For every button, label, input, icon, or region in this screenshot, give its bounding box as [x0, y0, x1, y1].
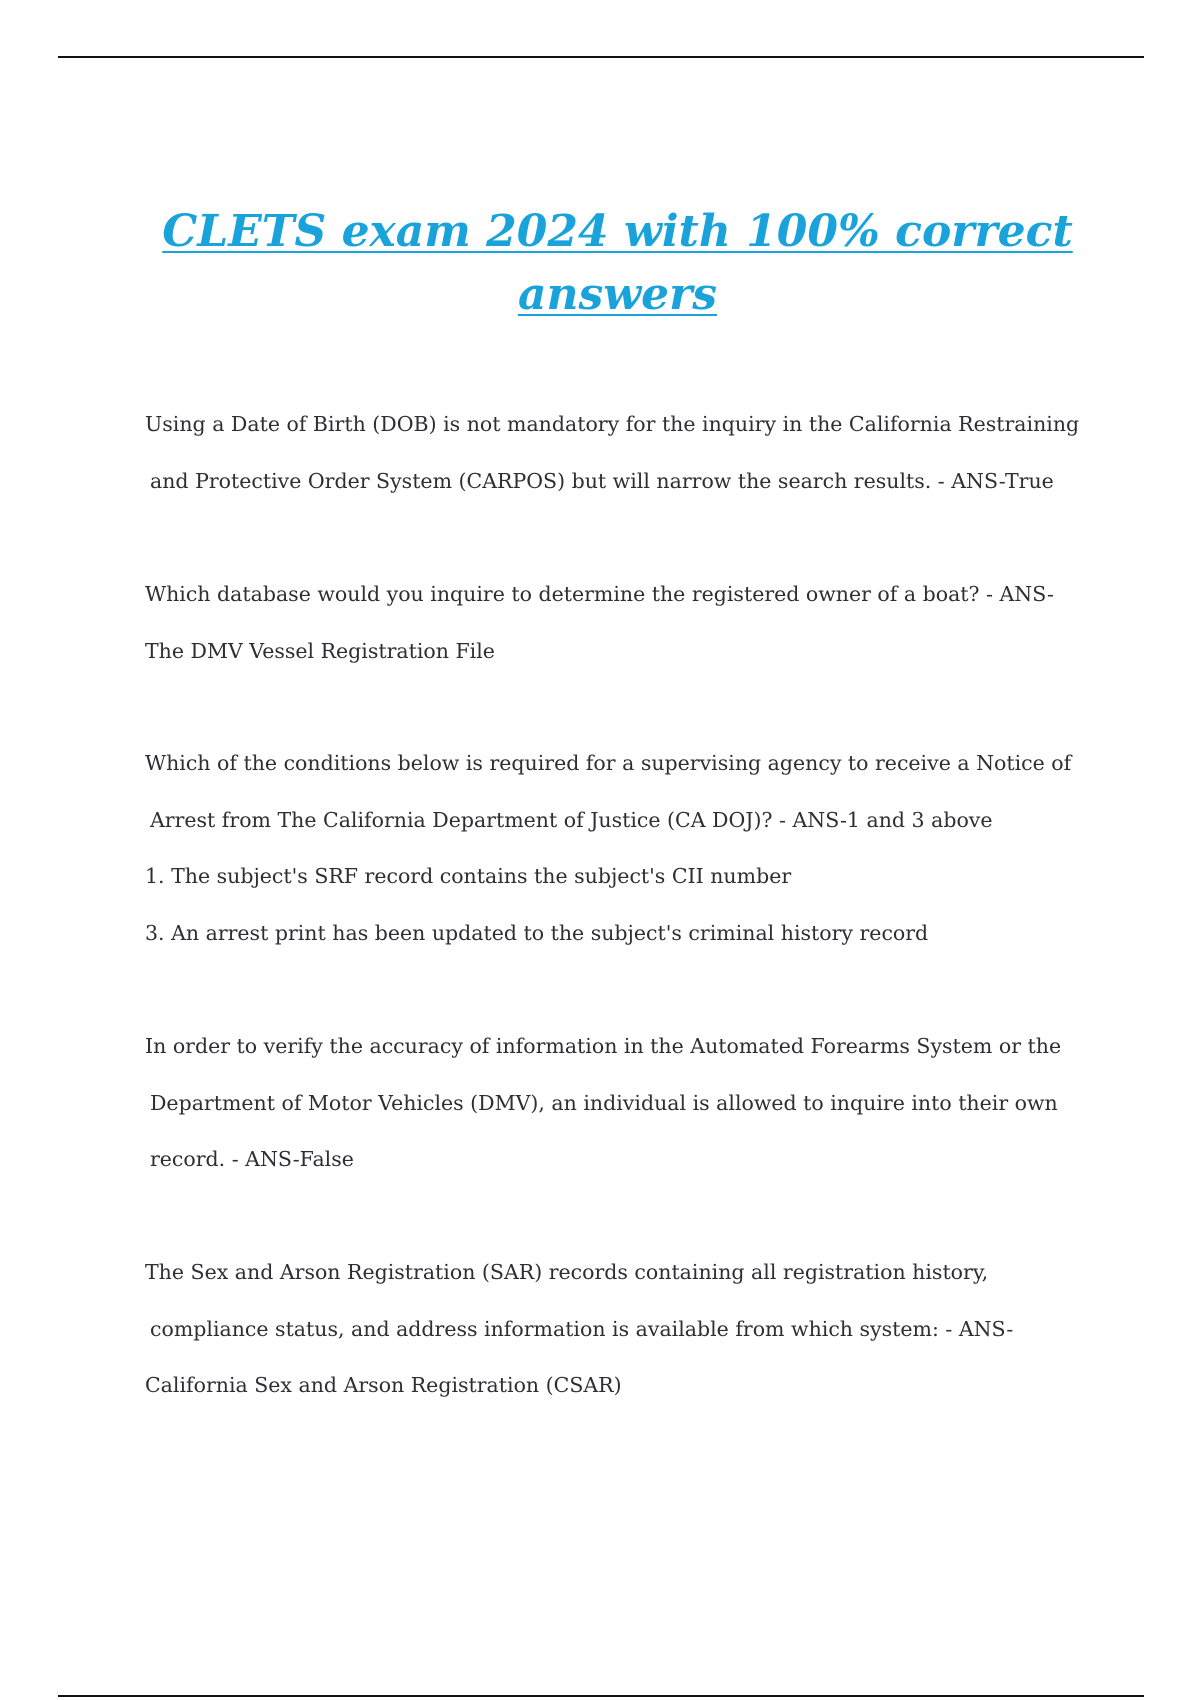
document-title	[150, 200, 1085, 326]
question-answer-3	[145, 735, 1085, 961]
title-line-1: CLETS exam 2024 with 100% correct	[162, 206, 1073, 257]
question-answer-1	[145, 396, 1085, 509]
bottom-divider	[58, 1695, 1144, 1697]
question-answer-2	[145, 566, 1085, 679]
qa-line: The DMV Vessel Registration File	[145, 638, 495, 663]
qa-line: California Sex and Arson Registration (CSAR)	[145, 1373, 622, 1397]
qa-line: record. - ANS-False	[150, 1147, 354, 1171]
qa-line: Using a Date of Birth (DOB) is not mandatory for the inquiry in the California Restraining	[145, 412, 1080, 436]
title-line-2: answers	[517, 269, 718, 320]
top-divider	[58, 56, 1144, 58]
qa-option-line: 3. An arrest print has been updated to the subject's criminal history record	[145, 920, 929, 945]
qa-line: The Sex and Arson Registration (SAR) records containing all registration history,	[145, 1260, 989, 1284]
question-answer-5	[145, 1244, 1085, 1414]
qa-line: Department of Motor Vehicles (DMV), an individual is allowed to inquire into their own	[150, 1090, 1058, 1115]
qa-line: Which database would you inquire to determine the registered owner of a boat? - ANS-	[145, 582, 1054, 606]
qa-line: Which of the conditions below is required for a supervising agency to receive a Notice of	[145, 751, 1072, 775]
qa-line: Arrest from The California Department of Justice (CA DOJ)? - ANS-1 and 3 above	[150, 807, 993, 832]
qa-option-line: 1. The subject's SRF record contains the subject's CII number	[145, 864, 792, 888]
qa-line: In order to verify the accuracy of information in the Automated Forearms System or the	[145, 1034, 1062, 1058]
qa-line: and Protective Order System (CARPOS) but will narrow the search results. - ANS-True	[150, 468, 1054, 493]
qa-line: compliance status, and address information is available from which system: - ANS-	[150, 1316, 1014, 1341]
question-answer-4	[145, 1018, 1085, 1188]
